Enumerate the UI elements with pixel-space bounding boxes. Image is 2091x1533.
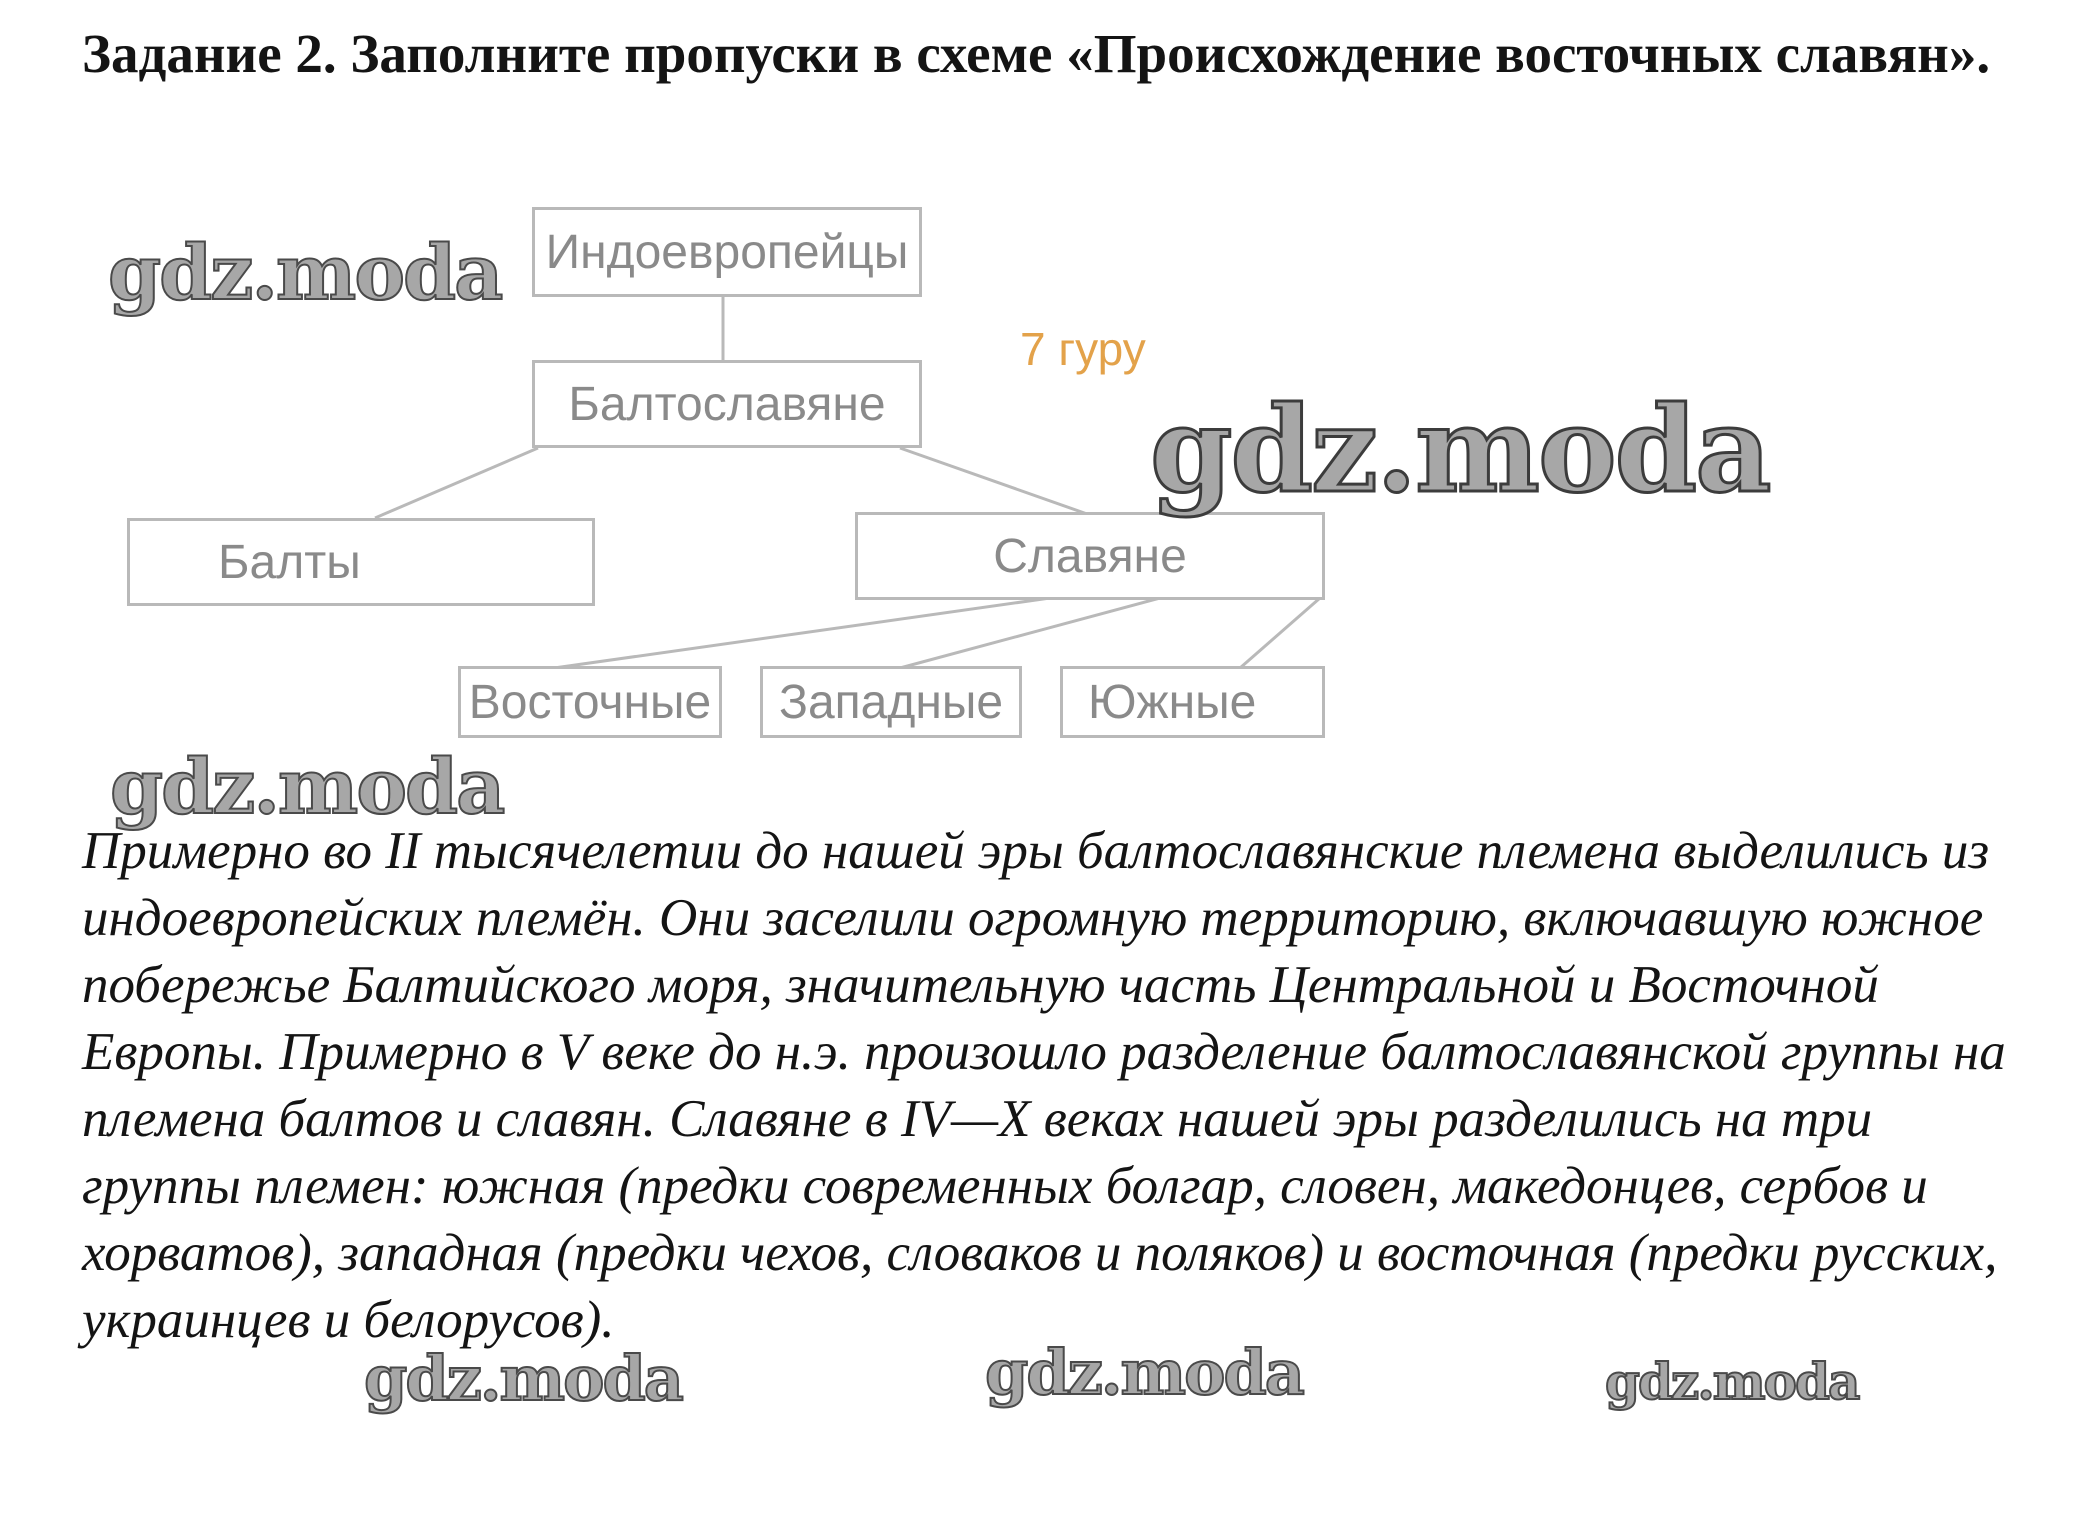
task-title: Задание 2. Заполните пропуски в схеме «Происхождение восточных славян».	[82, 23, 1991, 84]
connector-baltoslav-balts	[375, 448, 538, 518]
node-balts: Балты	[127, 518, 595, 606]
connector-slavs-east	[540, 598, 1050, 670]
watermark-logo: gdz.moda	[1605, 1352, 1859, 1411]
watermark-logo: gdz.moda	[985, 1336, 1303, 1409]
guru-stamp: 7 гуру	[1020, 323, 1146, 375]
node-eastern: Восточные	[458, 666, 722, 738]
watermark-logo: gdz.moda	[108, 228, 502, 317]
connector-slavs-west	[900, 598, 1160, 668]
node-southern: Южные	[1060, 666, 1325, 738]
connector-slavs-south	[1240, 598, 1320, 668]
node-western: Западные	[760, 666, 1022, 738]
watermark-logo: gdz.moda	[110, 742, 504, 831]
connector-baltoslav-slavs	[900, 448, 1090, 515]
watermark-logo: gdz.moda	[364, 1342, 682, 1415]
node-baltoslavs: Балтославяне	[532, 360, 922, 448]
watermark-logo: gdz.moda	[1150, 380, 1770, 519]
node-slavs: Славяне	[855, 512, 1325, 600]
node-indoeuropeans: Индоевропейцы	[532, 207, 922, 297]
answer-text: Примерно во II тысячелетии до нашей эры балтославянские племена выделились из индоевропейских племён. Они заселили огромную территорию, включавшую южное побережье Балтийского моря, значительную часть Центральной и Восточной Европы. Примерно в V веке до н.э. произошло разделение балтославянской группы на племена балтов и славян. Славяне в IV—X веках нашей эры разделились на три группы племен: южная (предки современных болгар, словен, македонцев, сербов и хорватов), западная (предки чехов, словаков и поляков) и восточная (предки русских, украинцев и белорусов).	[82, 822, 2006, 1349]
